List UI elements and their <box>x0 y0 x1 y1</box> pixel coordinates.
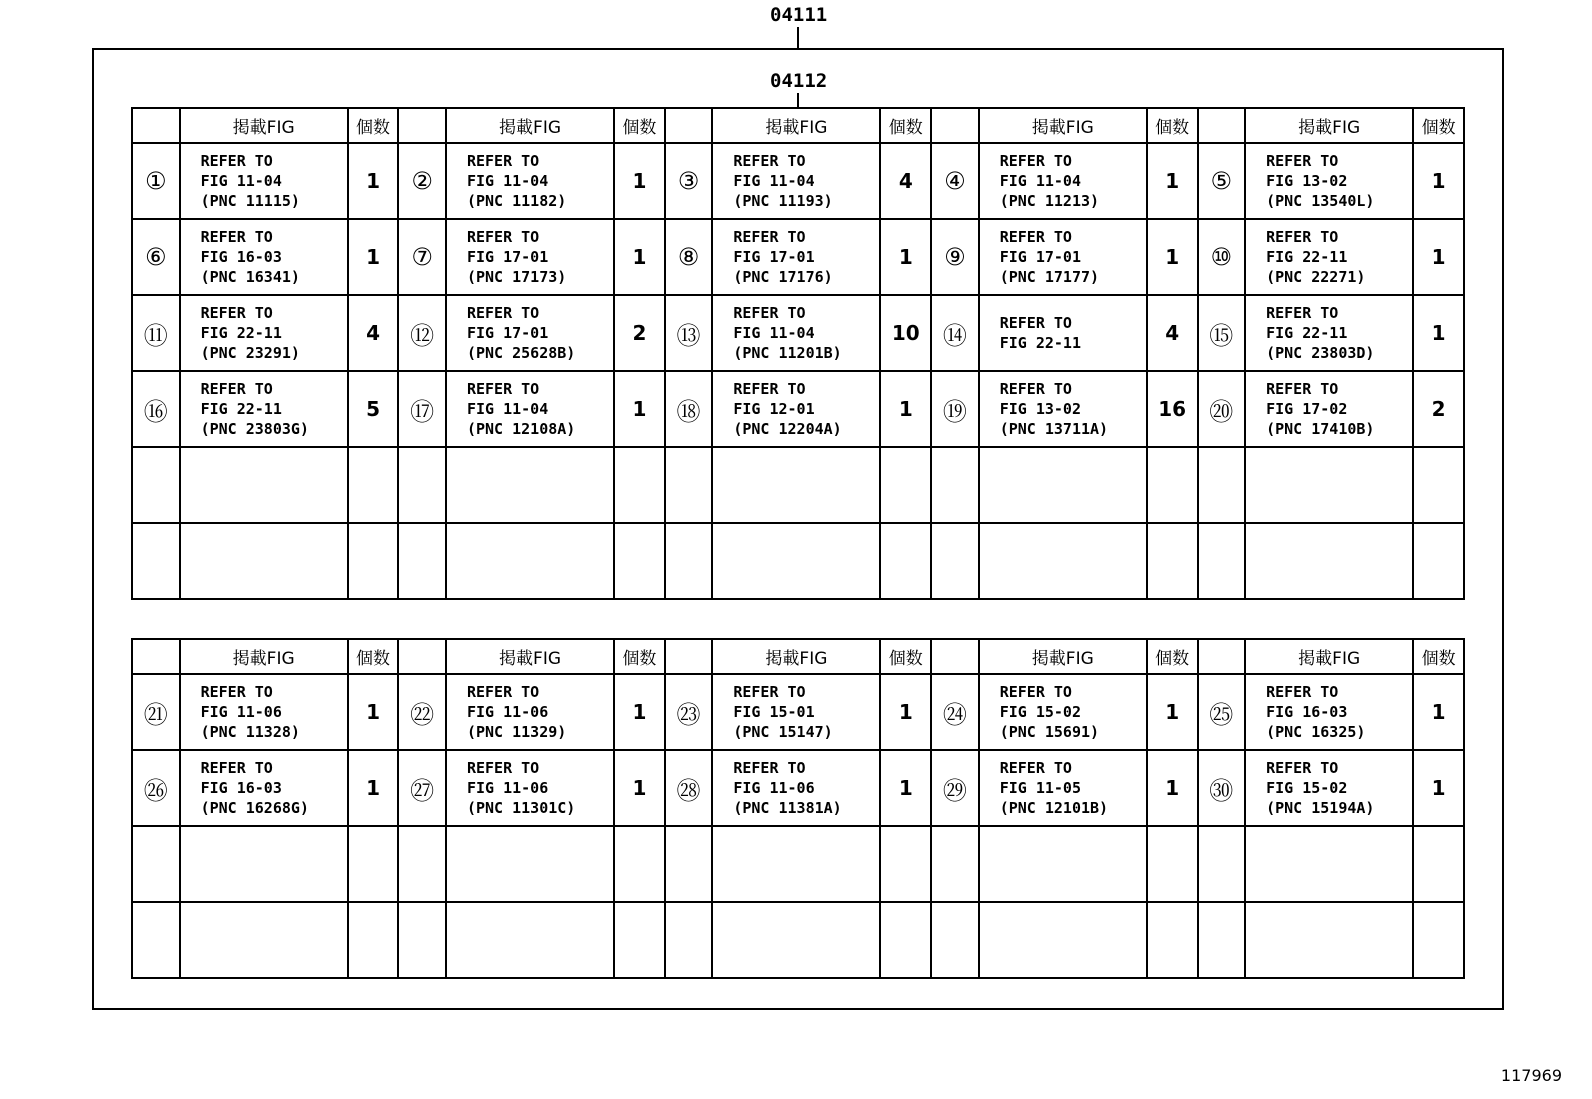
item-number: ㉔ <box>931 674 979 750</box>
item-quantity <box>1147 523 1198 599</box>
figure-reference <box>1245 143 1413 219</box>
reference-line: FIG 11-06 <box>466 779 549 797</box>
table-row <box>132 674 1464 750</box>
reference-line: (PNC 11301C) <box>466 799 576 817</box>
header-qty-cell: 個数 <box>1413 639 1464 674</box>
figure-reference <box>979 447 1147 523</box>
reference-line: (PNC 12108A) <box>466 420 576 438</box>
reference-line: REFER TO <box>999 314 1072 332</box>
figure-reference <box>1245 674 1413 750</box>
item-number <box>931 826 979 902</box>
table-header-row <box>132 108 1464 143</box>
figure-reference <box>180 674 348 750</box>
reference-line: REFER TO <box>466 304 540 322</box>
figure-reference <box>979 674 1147 750</box>
reference-line: (PNC 23291) <box>200 344 300 362</box>
item-number <box>398 826 446 902</box>
item-quantity: 1 <box>1413 674 1464 750</box>
item-quantity: 1 <box>880 219 931 295</box>
header-qty-cell: 個数 <box>614 108 665 143</box>
figure-reference <box>1245 371 1413 447</box>
header-fig-cell: 掲載FIG <box>180 108 348 143</box>
reference-line: REFER TO <box>200 683 273 701</box>
item-number <box>665 523 713 599</box>
reference-line: (PNC 12204A) <box>733 420 842 438</box>
header-qty-cell: 個数 <box>348 108 399 143</box>
header-qty-cell: 個数 <box>1147 639 1198 674</box>
reference-line: (PNC 11329) <box>466 723 567 741</box>
illustration-number: 117969 <box>1500 1066 1562 1085</box>
header-qty-cell: 個数 <box>1413 108 1464 143</box>
reference-line: REFER TO <box>999 228 1072 246</box>
item-number: ㉖ <box>132 750 180 826</box>
leader-line-top <box>797 27 799 48</box>
item-quantity: 5 <box>348 371 399 447</box>
reference-line: REFER TO <box>200 152 273 170</box>
item-quantity <box>614 523 665 599</box>
reference-line: FIG 17-02 <box>1266 400 1348 418</box>
reference-line: FIG 22-11 <box>200 324 282 342</box>
reference-line: (PNC 11381A) <box>733 799 842 817</box>
reference-line: (PNC 15147) <box>733 723 833 741</box>
reference-line: REFER TO <box>200 380 273 398</box>
item-quantity: 1 <box>614 750 665 826</box>
reference-line: FIG 11-04 <box>733 172 815 190</box>
reference-line: FIG 16-03 <box>200 779 282 797</box>
header-fig-cell: 掲載FIG <box>1245 639 1413 674</box>
item-number: ⑳ <box>1198 371 1246 447</box>
figure-reference <box>1245 219 1413 295</box>
item-number <box>1198 902 1246 978</box>
reference-line: (PNC 11182) <box>466 192 567 210</box>
figure-reference <box>1245 826 1413 902</box>
figure-reference <box>712 750 880 826</box>
item-number: ㉗ <box>398 750 446 826</box>
reference-line: REFER TO <box>1266 683 1339 701</box>
item-number <box>398 447 446 523</box>
reference-line: REFER TO <box>999 152 1072 170</box>
item-quantity: 1 <box>1413 143 1464 219</box>
reference-line: (PNC 25628B) <box>466 344 576 362</box>
reference-line: REFER TO <box>466 152 540 170</box>
table-row <box>132 143 1464 219</box>
reference-line: FIG 11-06 <box>200 703 282 721</box>
item-number: ㉒ <box>398 674 446 750</box>
reference-line: (PNC 16268G) <box>200 799 309 817</box>
table-row <box>132 750 1464 826</box>
item-number <box>132 447 180 523</box>
figure-reference <box>446 447 614 523</box>
reference-line: REFER TO <box>466 380 540 398</box>
item-number <box>1198 447 1246 523</box>
reference-line: REFER TO <box>733 152 806 170</box>
item-quantity <box>1147 447 1198 523</box>
reference-line: REFER TO <box>733 759 806 777</box>
reference-line: REFER TO <box>733 228 806 246</box>
item-quantity <box>614 447 665 523</box>
header-qty-cell: 個数 <box>880 639 931 674</box>
reference-line: FIG 11-04 <box>466 400 549 418</box>
item-number <box>665 902 713 978</box>
table-row <box>132 447 1464 523</box>
item-quantity <box>880 523 931 599</box>
item-quantity: 10 <box>880 295 931 371</box>
header-num-cell <box>398 108 446 143</box>
header-fig-cell: 掲載FIG <box>979 108 1147 143</box>
item-number: ⑦ <box>398 219 446 295</box>
item-quantity: 1 <box>1147 750 1198 826</box>
reference-line: (PNC 22271) <box>1266 268 1366 286</box>
figure-reference <box>979 523 1147 599</box>
figure-reference <box>180 143 348 219</box>
reference-line: FIG 11-04 <box>466 172 549 190</box>
item-quantity: 1 <box>880 371 931 447</box>
reference-line: FIG 15-02 <box>1266 779 1348 797</box>
figure-reference <box>712 826 880 902</box>
header-num-cell <box>132 639 180 674</box>
item-quantity <box>880 902 931 978</box>
item-quantity <box>1413 523 1464 599</box>
item-quantity <box>1147 902 1198 978</box>
header-num-cell <box>665 639 713 674</box>
figure-reference <box>712 295 880 371</box>
header-fig-cell: 掲載FIG <box>446 108 614 143</box>
item-number: ㉙ <box>931 750 979 826</box>
header-num-cell <box>132 108 180 143</box>
header-num-cell <box>1198 639 1246 674</box>
reference-line: FIG 22-11 <box>1266 248 1348 266</box>
item-number: ② <box>398 143 446 219</box>
figure-reference <box>446 523 614 599</box>
table-row <box>132 523 1464 599</box>
figure-reference <box>180 295 348 371</box>
reference-line: FIG 17-01 <box>466 324 549 342</box>
reference-line: REFER TO <box>1266 152 1339 170</box>
item-quantity: 1 <box>1413 219 1464 295</box>
reference-line: FIG 15-02 <box>999 703 1081 721</box>
item-quantity: 1 <box>1147 143 1198 219</box>
reference-line: (PNC 11115) <box>200 192 300 210</box>
figure-reference <box>446 143 614 219</box>
figure-reference <box>979 902 1147 978</box>
figure-reference <box>1245 523 1413 599</box>
reference-line: (PNC 12101B) <box>999 799 1109 817</box>
reference-line: REFER TO <box>733 683 806 701</box>
item-quantity: 1 <box>1147 674 1198 750</box>
reference-line: FIG 12-01 <box>733 400 815 418</box>
item-quantity: 4 <box>1147 295 1198 371</box>
item-quantity <box>1413 902 1464 978</box>
figure-reference <box>1245 902 1413 978</box>
item-number: ⑰ <box>398 371 446 447</box>
reference-line: FIG 11-04 <box>733 324 815 342</box>
item-quantity: 1 <box>880 750 931 826</box>
item-quantity: 1 <box>1413 750 1464 826</box>
header-num-cell <box>1198 108 1246 143</box>
figure-reference <box>712 523 880 599</box>
reference-line: (PNC 13711A) <box>999 420 1109 438</box>
header-num-cell <box>665 108 713 143</box>
item-number: ④ <box>931 143 979 219</box>
item-number: ⑭ <box>931 295 979 371</box>
figure-reference <box>712 371 880 447</box>
figure-reference <box>180 750 348 826</box>
header-fig-cell: 掲載FIG <box>180 639 348 674</box>
item-number: ⑤ <box>1198 143 1246 219</box>
reference-line: FIG 17-01 <box>466 248 549 266</box>
kit-table-2 <box>131 638 1465 979</box>
reference-line: REFER TO <box>1266 304 1339 322</box>
header-fig-cell: 掲載FIG <box>1245 108 1413 143</box>
reference-line: (PNC 15194A) <box>1266 799 1375 817</box>
reference-line: (PNC 17176) <box>733 268 833 286</box>
header-num-cell <box>931 639 979 674</box>
item-quantity: 1 <box>614 674 665 750</box>
item-number <box>1198 826 1246 902</box>
figure-reference <box>180 523 348 599</box>
header-fig-cell: 掲載FIG <box>712 108 880 143</box>
item-number: ⑨ <box>931 219 979 295</box>
item-number <box>665 447 713 523</box>
reference-line: (PNC 17410B) <box>1266 420 1375 438</box>
reference-line: FIG 11-06 <box>733 779 815 797</box>
figure-reference <box>446 219 614 295</box>
figure-reference <box>979 295 1147 371</box>
item-quantity: 4 <box>348 295 399 371</box>
item-number <box>398 902 446 978</box>
reference-line: (PNC 17173) <box>466 268 567 286</box>
figure-reference <box>712 447 880 523</box>
item-number: ⑲ <box>931 371 979 447</box>
figure-reference <box>979 143 1147 219</box>
item-number: ㉕ <box>1198 674 1246 750</box>
reference-line: FIG 11-04 <box>200 172 282 190</box>
reference-line: FIG 11-04 <box>999 172 1081 190</box>
figure-reference <box>712 219 880 295</box>
reference-line: FIG 11-06 <box>466 703 549 721</box>
reference-line: (PNC 11213) <box>999 192 1100 210</box>
figure-reference <box>446 371 614 447</box>
item-number <box>132 523 180 599</box>
reference-line: FIG 16-03 <box>200 248 282 266</box>
item-number: ⑱ <box>665 371 713 447</box>
reference-line: (PNC 23803D) <box>1266 344 1375 362</box>
reference-line: REFER TO <box>999 759 1072 777</box>
item-number <box>1198 523 1246 599</box>
reference-line: FIG 22-11 <box>200 400 282 418</box>
item-quantity <box>880 447 931 523</box>
reference-line: FIG 17-01 <box>999 248 1081 266</box>
item-number: ⑫ <box>398 295 446 371</box>
figure-reference <box>180 219 348 295</box>
reference-line: REFER TO <box>200 759 273 777</box>
figure-reference <box>446 826 614 902</box>
reference-line: REFER TO <box>999 380 1072 398</box>
item-quantity: 1 <box>614 219 665 295</box>
figure-reference <box>712 902 880 978</box>
kit-table-1 <box>131 107 1465 600</box>
leader-line-sub <box>797 93 799 107</box>
table-row <box>132 902 1464 978</box>
figure-reference <box>979 219 1147 295</box>
figure-reference <box>180 826 348 902</box>
figure-reference <box>979 826 1147 902</box>
item-quantity: 1 <box>614 371 665 447</box>
item-number: ⑬ <box>665 295 713 371</box>
header-fig-cell: 掲載FIG <box>712 639 880 674</box>
item-number <box>931 523 979 599</box>
item-number: ⑮ <box>1198 295 1246 371</box>
item-quantity: 1 <box>1413 295 1464 371</box>
figure-reference <box>712 674 880 750</box>
reference-line: FIG 17-01 <box>733 248 815 266</box>
item-quantity <box>348 447 399 523</box>
item-number: ㉓ <box>665 674 713 750</box>
reference-line: (PNC 23803G) <box>200 420 309 438</box>
table-row <box>132 371 1464 447</box>
item-number: ① <box>132 143 180 219</box>
item-quantity: 1 <box>348 674 399 750</box>
item-number: ⑯ <box>132 371 180 447</box>
item-quantity: 4 <box>880 143 931 219</box>
reference-line: (PNC 15691) <box>999 723 1100 741</box>
item-number: ⑧ <box>665 219 713 295</box>
item-quantity <box>1413 826 1464 902</box>
header-qty-cell: 個数 <box>614 639 665 674</box>
item-quantity <box>1147 826 1198 902</box>
header-qty-cell: 個数 <box>348 639 399 674</box>
figure-reference <box>1245 447 1413 523</box>
reference-line: FIG 11-05 <box>999 779 1081 797</box>
item-quantity <box>348 902 399 978</box>
reference-line: REFER TO <box>200 304 273 322</box>
reference-line: FIG 15-01 <box>733 703 815 721</box>
reference-line: REFER TO <box>1266 228 1339 246</box>
reference-line: (PNC 11328) <box>200 723 300 741</box>
reference-line: REFER TO <box>733 304 806 322</box>
reference-line: FIG 22-11 <box>999 334 1081 352</box>
figure-reference <box>180 447 348 523</box>
item-number: ㉑ <box>132 674 180 750</box>
reference-line: FIG 22-11 <box>1266 324 1348 342</box>
reference-line: (PNC 11193) <box>733 192 833 210</box>
item-quantity <box>614 826 665 902</box>
reference-line: (PNC 11201B) <box>733 344 842 362</box>
item-quantity: 1 <box>1147 219 1198 295</box>
item-quantity: 1 <box>348 219 399 295</box>
header-qty-cell: 個数 <box>1147 108 1198 143</box>
item-quantity <box>1413 447 1464 523</box>
item-number: ⑩ <box>1198 219 1246 295</box>
item-quantity: 1 <box>880 674 931 750</box>
item-quantity <box>614 902 665 978</box>
header-num-cell <box>931 108 979 143</box>
item-quantity <box>348 523 399 599</box>
figure-reference <box>712 143 880 219</box>
figure-reference <box>180 902 348 978</box>
item-quantity: 1 <box>614 143 665 219</box>
reference-line: FIG 13-02 <box>999 400 1081 418</box>
reference-line: REFER TO <box>733 380 806 398</box>
assembly-number-sub: 04112 <box>770 70 828 92</box>
reference-line: (PNC 13540L) <box>1266 192 1375 210</box>
reference-line: (PNC 16325) <box>1266 723 1366 741</box>
reference-line: REFER TO <box>1266 380 1339 398</box>
item-number <box>132 826 180 902</box>
figure-reference <box>1245 295 1413 371</box>
item-number: ㉘ <box>665 750 713 826</box>
item-number: ⑥ <box>132 219 180 295</box>
header-qty-cell: 個数 <box>880 108 931 143</box>
header-fig-cell: 掲載FIG <box>446 639 614 674</box>
reference-line: FIG 13-02 <box>1266 172 1348 190</box>
item-quantity <box>348 826 399 902</box>
reference-line: REFER TO <box>466 228 540 246</box>
figure-reference <box>1245 750 1413 826</box>
item-quantity: 2 <box>1413 371 1464 447</box>
item-quantity: 2 <box>614 295 665 371</box>
table-row <box>132 219 1464 295</box>
figure-reference <box>979 750 1147 826</box>
item-quantity: 1 <box>348 143 399 219</box>
reference-line: (PNC 17177) <box>999 268 1100 286</box>
header-num-cell <box>398 639 446 674</box>
item-quantity: 1 <box>348 750 399 826</box>
figure-reference <box>446 674 614 750</box>
item-number: ③ <box>665 143 713 219</box>
item-number <box>665 826 713 902</box>
item-quantity <box>880 826 931 902</box>
item-number <box>931 447 979 523</box>
item-number <box>931 902 979 978</box>
reference-line: FIG 16-03 <box>1266 703 1348 721</box>
reference-line: REFER TO <box>466 759 540 777</box>
reference-line: REFER TO <box>466 683 540 701</box>
reference-line: REFER TO <box>1266 759 1339 777</box>
item-number: ㉚ <box>1198 750 1246 826</box>
reference-line: REFER TO <box>200 228 273 246</box>
item-quantity: 16 <box>1147 371 1198 447</box>
figure-reference <box>180 371 348 447</box>
item-number <box>132 902 180 978</box>
figure-reference <box>446 902 614 978</box>
reference-line: (PNC 16341) <box>200 268 300 286</box>
header-fig-cell: 掲載FIG <box>979 639 1147 674</box>
item-number: ⑪ <box>132 295 180 371</box>
figure-reference <box>446 750 614 826</box>
table-header-row <box>132 639 1464 674</box>
table-row <box>132 295 1464 371</box>
assembly-number-top: 04111 <box>770 4 828 26</box>
figure-reference <box>446 295 614 371</box>
item-number <box>398 523 446 599</box>
reference-line: REFER TO <box>999 683 1072 701</box>
table-row <box>132 826 1464 902</box>
figure-reference <box>979 371 1147 447</box>
